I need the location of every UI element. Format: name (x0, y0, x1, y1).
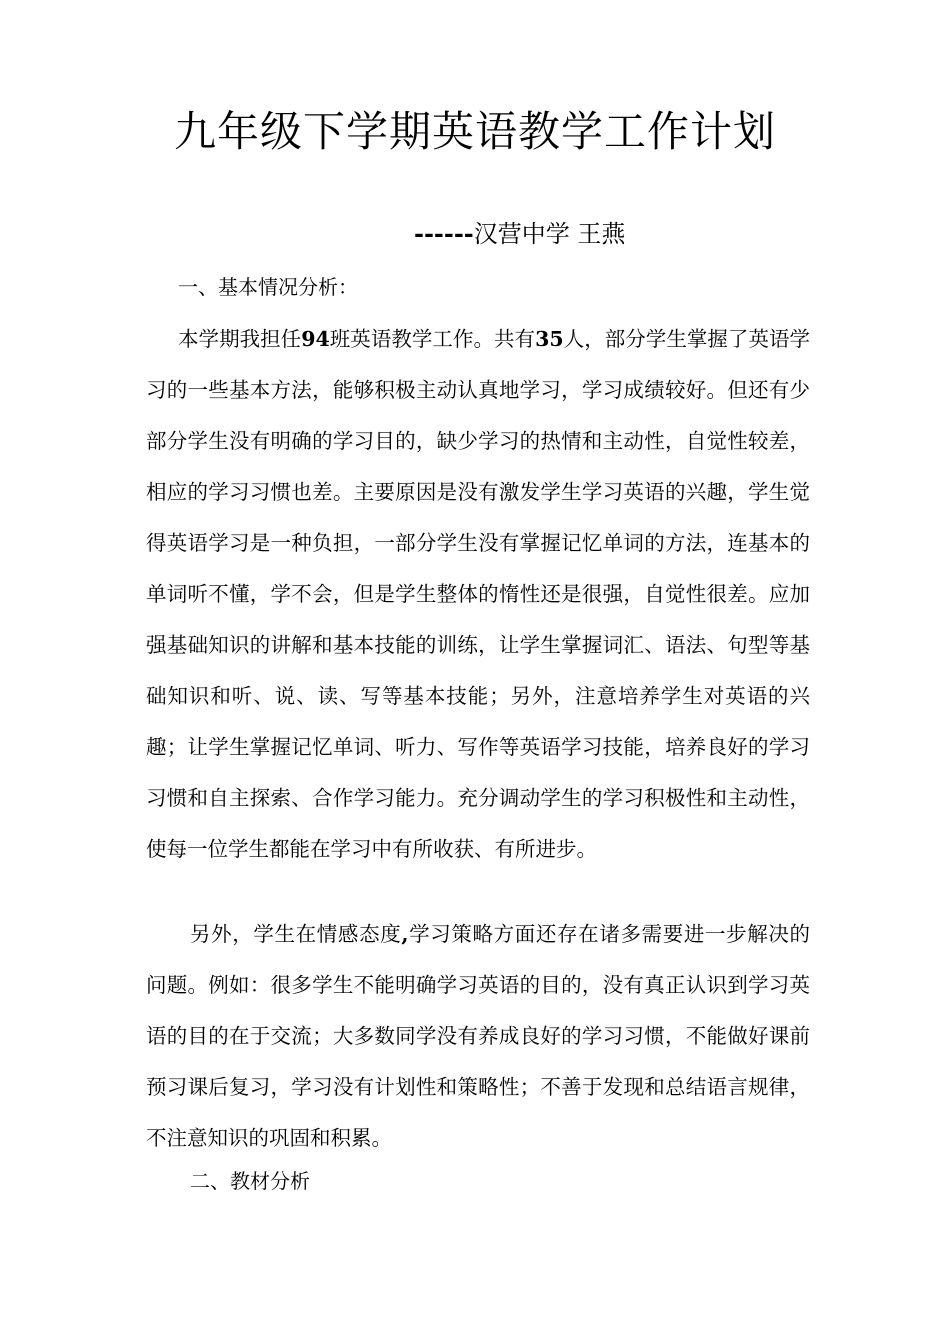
author-dashes: ------ (414, 219, 474, 248)
paragraph-text: 另外，学生在情感态度 (190, 922, 402, 946)
class-number: 94 (301, 327, 330, 351)
paragraph-text: 班英语教学工作。共有 (329, 327, 536, 351)
author-line (414, 216, 625, 252)
document-title: 九年级下学期英语教学工作计划 (173, 107, 776, 156)
author-name: 汉营中学 王燕 (473, 220, 626, 248)
student-count: 35 (535, 327, 564, 351)
bold-comma: , (401, 922, 409, 946)
paragraph-text: 人，部分学生掌握了英语学习的一些基本方法，能够积极主动认真地学习，学习成绩较好。但还有少部分学生没有明确的学习目的，缺少学习的热情和主动性，自觉性较差，相应的学习习惯也差。主要原因是没有激发学生学习英语的兴趣，学生觉得英语学习是一种负担，一部分学生没有掌握记忆单词的方法，连基本的单词听不懂，学不会，但是学生整体的惰性还是很强，自觉性很差。应加强基础知识的讲解和基本技能的训练，让学生掌握词汇、语法、句型等基础知识和听、说、读、写等基本技能；另外，注意培养学生对英语的兴趣；让学生掌握记忆单词、听力、写作等英语学习技能，培养良好的学习习惯和自主探索、合作学习能力。充分调动学生的学习积极性和主动性，使每一位学生都能在学习中有所收获、有所进步。 (146, 327, 811, 861)
section-heading-basic-situation: 一、基本情况分析： (178, 275, 358, 299)
paragraph-text: 本学期我担任 (178, 327, 302, 351)
paragraph-basic-situation (146, 314, 810, 875)
paragraph-additional-issues (146, 909, 810, 1164)
paragraph-text: 学习策略方面还存在诸多需要进一步解决的问题。例如：很多学生不能明确学习英语的目的，没有真正认识到学习英语的目的在于交流；大多数同学没有养成良好的学习习惯，不能做好课前预习课后复习，学习没有计划性和策略性；不善于发现和总结语言规律，不注意知识的巩固和积累。 (146, 922, 811, 1150)
section-heading-textbook-analysis: 二、教材分析 (190, 1169, 310, 1193)
